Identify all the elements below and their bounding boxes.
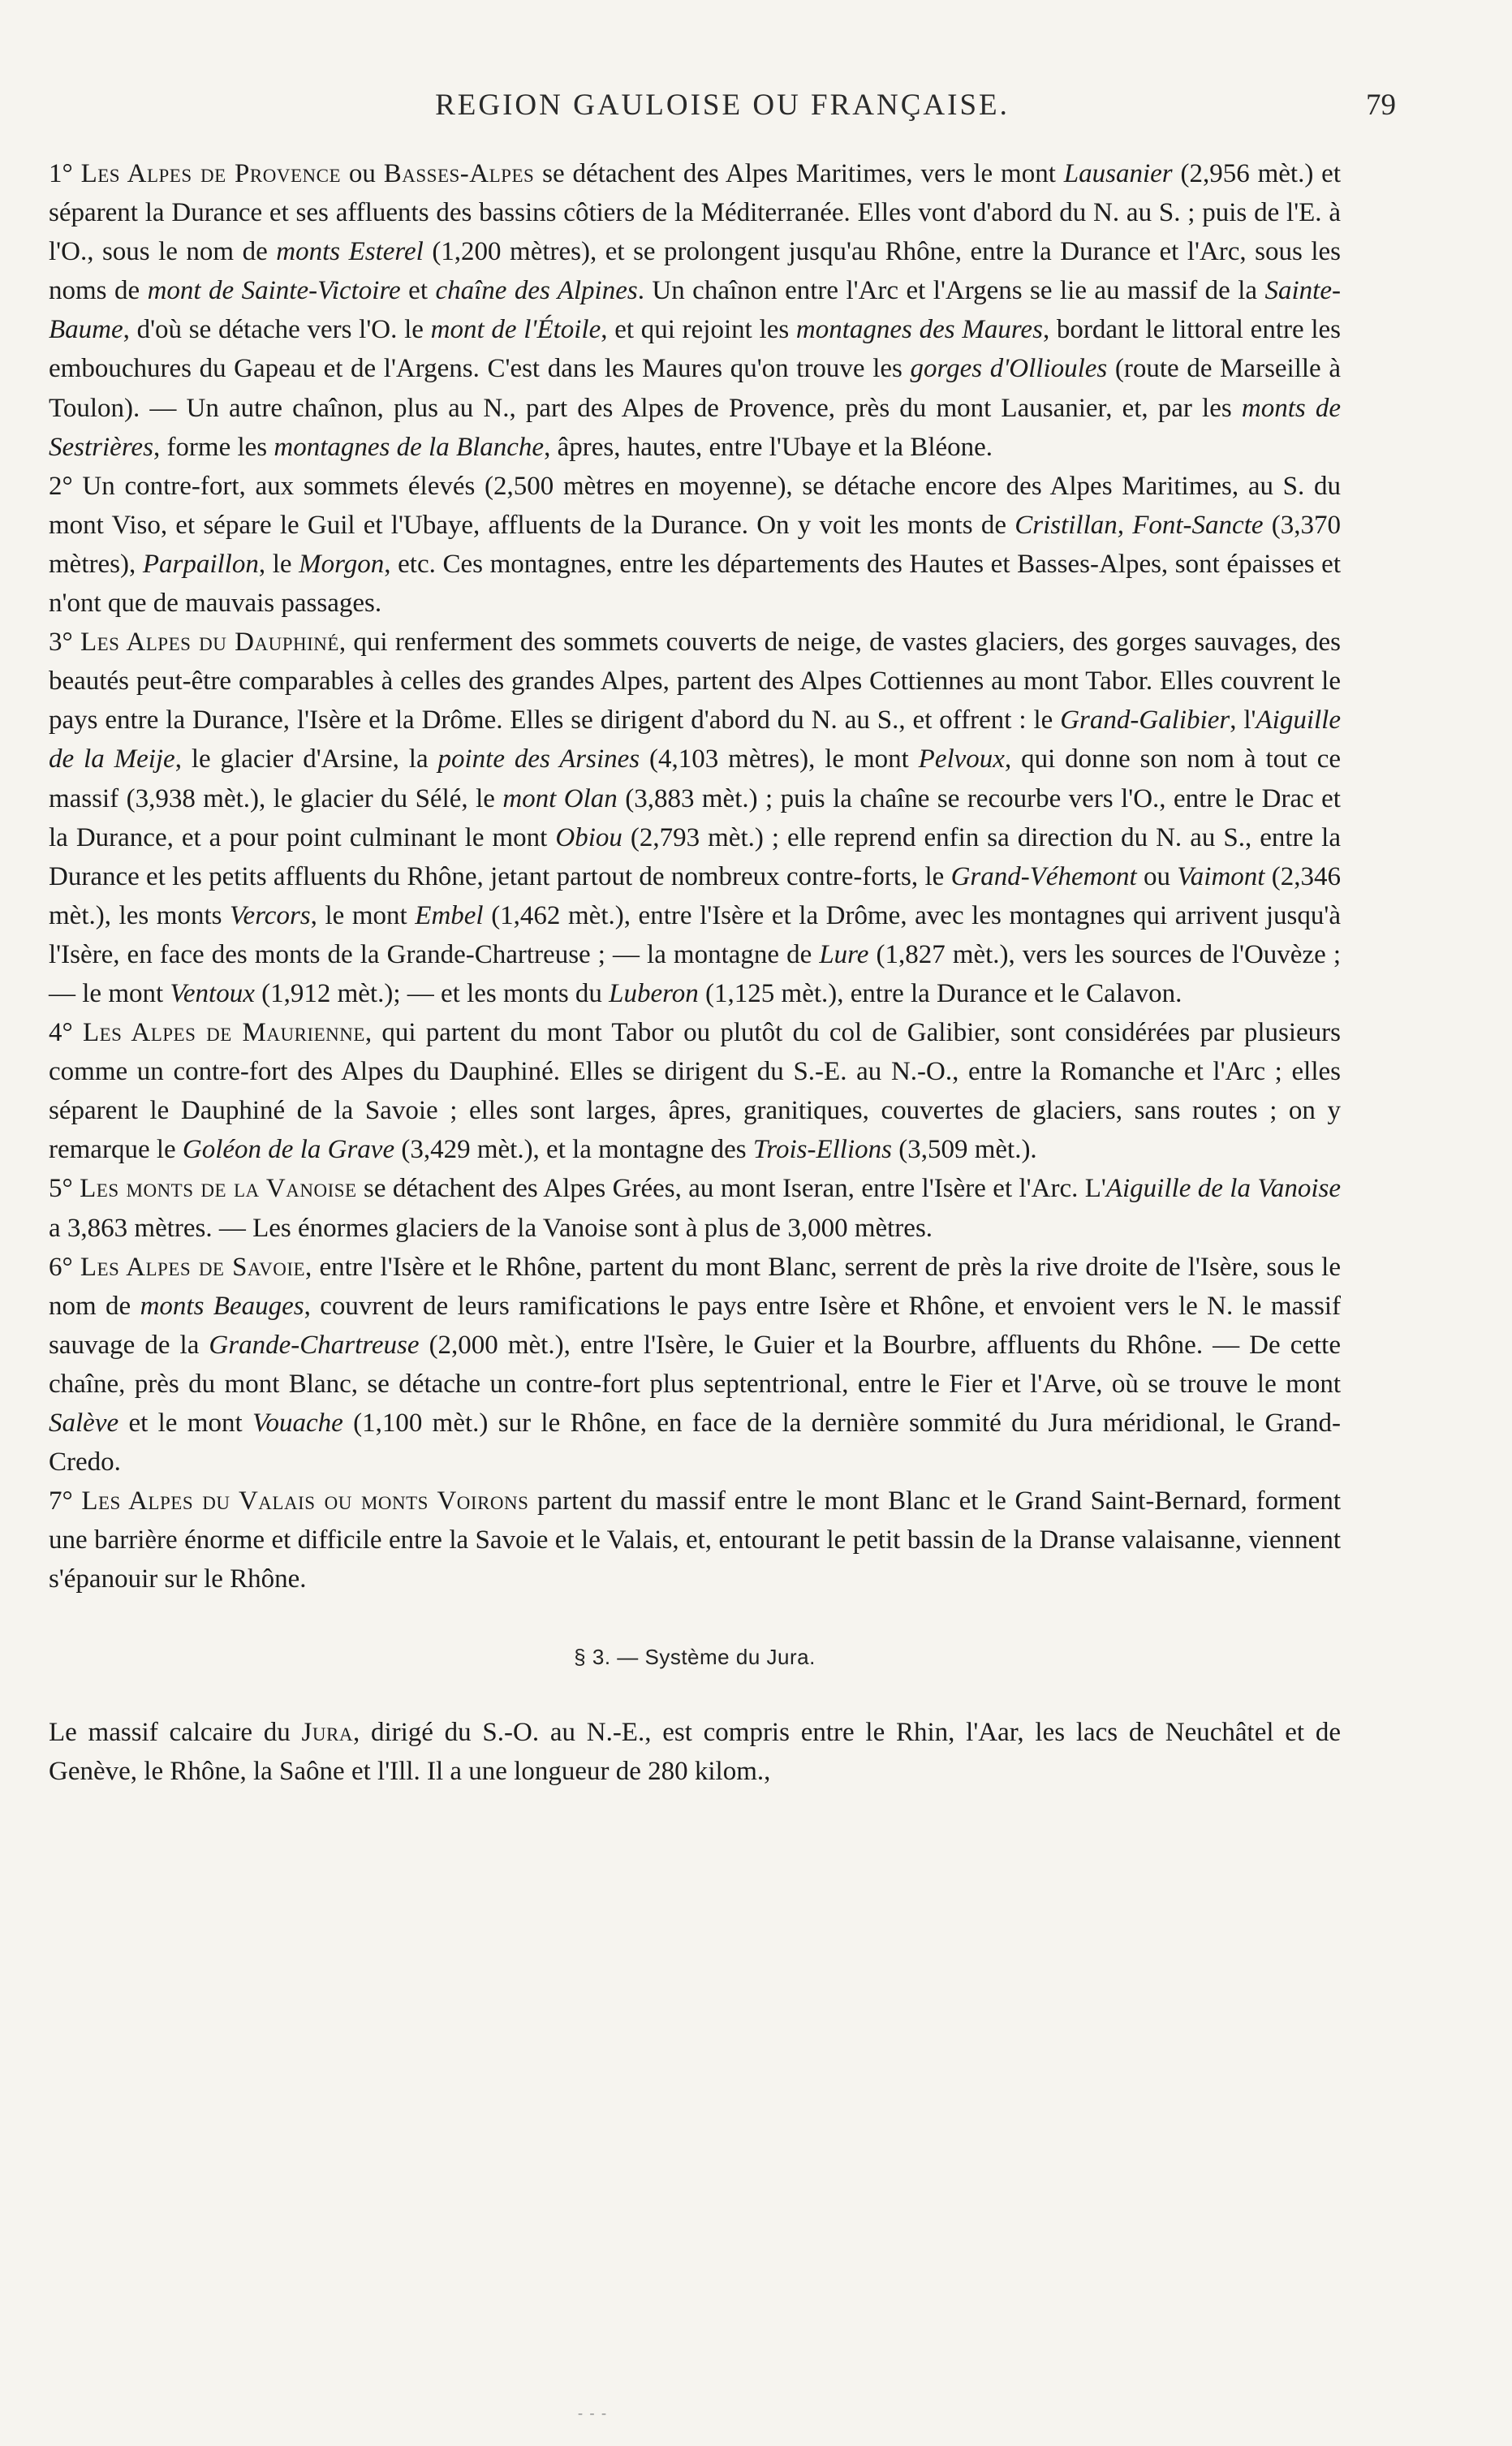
italic-term: Salève bbox=[49, 1408, 119, 1438]
italic-term: Aiguille de la Vanoise bbox=[1105, 1174, 1342, 1204]
italic-term: Grande-Chartreuse bbox=[209, 1330, 420, 1360]
paragraph-number: 7° bbox=[49, 1486, 73, 1516]
small-caps-term: Les Alpes du Dauphiné bbox=[80, 628, 339, 658]
text-run: , etc. Ces montagnes, entre les départements des Hautes et Basses-Alpes, sont épaisses et n'ont que de mauvais passages. bbox=[49, 549, 1341, 619]
text-run: (3,370 mètres), bbox=[49, 510, 1341, 579]
italic-term: Ventoux bbox=[170, 978, 255, 1008]
text-run: (route de Marseille à Toulon). — Un autre chaînon, plus au N., part des Alpes de Provence, près du mont Lausanier, et, par les bbox=[49, 354, 1341, 423]
small-caps-term: Les Alpes de Savoie bbox=[80, 1252, 306, 1282]
small-caps-term: Les monts de la Vanoise bbox=[80, 1174, 357, 1204]
italic-term: Cristillan, Font-Sancte bbox=[1014, 510, 1264, 540]
italic-term: pointe des Arsines bbox=[437, 744, 640, 774]
jura-paragraph bbox=[49, 1713, 1341, 1791]
italic-term: mont de l'Étoile bbox=[430, 315, 601, 345]
text-run: et le mont bbox=[118, 1408, 252, 1438]
numbered-paragraph bbox=[49, 1248, 1341, 1482]
body-text bbox=[49, 154, 1341, 1791]
italic-term: Vercors bbox=[230, 900, 311, 930]
text-run: (1,100 mèt.) sur le Rhône, en face de la dernière sommité du Jura méridional, le Grand-Credo. bbox=[49, 1408, 1342, 1478]
italic-term: Vouache bbox=[252, 1408, 343, 1438]
paragraph-number: 1° bbox=[49, 159, 73, 188]
italic-term: Lausanier bbox=[1063, 159, 1173, 188]
paragraph-number: 3° bbox=[49, 628, 73, 658]
numbered-paragraph bbox=[49, 623, 1341, 1013]
italic-term: Sainte-Baume bbox=[49, 276, 1341, 345]
text-run: se détachent des Alpes Grées, au mont Iseran, entre l'Isère et l'Arc. L' bbox=[356, 1174, 1106, 1204]
numbered-paragraph bbox=[49, 1169, 1341, 1247]
italic-term: Lure bbox=[819, 939, 869, 969]
text-run: , entre l'Isère et le Rhône, partent du mont Blanc, serrent de près la rive droite de l'Isère, sous le nom de bbox=[49, 1252, 1341, 1321]
text-run: , le glacier d'Arsine, la bbox=[174, 744, 438, 774]
text-run: , bordant le littoral entre les embouchures du Gapeau et de l'Argens. C'est dans les Maures qu'on trouve les bbox=[49, 315, 1342, 384]
footer-mark: - - - bbox=[578, 2405, 608, 2421]
italic-term: Aiguille de la Meije bbox=[49, 705, 1341, 774]
italic-term: Trois-Ellions bbox=[752, 1135, 892, 1165]
italic-term: Vaimont bbox=[1177, 861, 1265, 891]
italic-term: Embel bbox=[415, 900, 484, 930]
numbered-paragraph bbox=[49, 154, 1341, 467]
italic-term: Grand-Galibier bbox=[1060, 705, 1230, 736]
italic-term: Luberon bbox=[609, 978, 699, 1008]
numbered-paragraph bbox=[49, 467, 1341, 623]
italic-term: Parpaillon bbox=[142, 549, 259, 579]
italic-term: gorges d'Ollioules bbox=[910, 354, 1108, 384]
italic-term: monts Beauges bbox=[140, 1291, 304, 1321]
text-run: (1,462 mèt.), entre l'Isère et la Drôme, avec les montagnes qui arrivent jusqu'à l'Isère, en face des monts de la Grande-Chartreuse ; — la montagne de bbox=[49, 900, 1341, 969]
numbered-paragraphs bbox=[49, 154, 1341, 1598]
text-run: , d'où se détache vers l'O. le bbox=[123, 315, 431, 345]
text-run: se détachent des Alpes Maritimes, vers le mont bbox=[534, 159, 1064, 188]
text-run: (3,429 mèt.), et la montagne des bbox=[394, 1135, 753, 1165]
text-run: , qui donne son nom à tout ce massif (3,938 mèt.), le glacier du Sélé, le bbox=[49, 744, 1342, 813]
small-caps-term: Les Alpes du Valais ou monts Voirons bbox=[81, 1486, 529, 1516]
text-run: (1,827 mèt.), vers les sources de l'Ouvèze ; — le mont bbox=[49, 939, 1341, 1008]
italic-term: Grand-Véhemont bbox=[950, 861, 1137, 891]
text-run: , couvrent de leurs ramifications le pays entre Isère et Rhône, et envoient vers le N. le massif sauvage de la bbox=[49, 1291, 1341, 1360]
paragraph-number: 6° bbox=[49, 1252, 73, 1282]
text-run: (3,509 mèt.). bbox=[891, 1135, 1037, 1165]
text-run: (1,125 mèt.), entre la Durance et le Calavon. bbox=[698, 978, 1182, 1008]
text-run: a 3,863 mètres. — Les énormes glaciers de la Vanoise sont à plus de 3,000 mètres. bbox=[49, 1213, 933, 1243]
text-run: partent du massif entre le mont Blanc et le Grand Saint-Bernard, forment une barrière énorme et difficile entre la Savoie et le Valais, et, entourant le petit bassin de la Dranse valaisanne, viennent s'épanouir sur le Rhône. bbox=[49, 1486, 1341, 1594]
text-run: , forme les bbox=[153, 432, 274, 462]
italic-term: Obiou bbox=[555, 822, 622, 852]
text-run: (1,912 mèt.); — et les monts du bbox=[254, 978, 610, 1008]
italic-term: mont de Sainte-Victoire bbox=[147, 276, 401, 306]
text-run: (4,103 mètres), le mont bbox=[640, 744, 919, 774]
italic-term: Goléon de la Grave bbox=[182, 1135, 395, 1165]
text-run: , l' bbox=[1230, 705, 1256, 736]
text-run: , âpres, hautes, entre l'Ubaye et la Bléone. bbox=[544, 432, 993, 462]
text-run: , qui partent du mont Tabor ou plutôt du col de Galibier, sont considérées par plusieurs comme un contre-fort des Alpes du Dauphiné. Elles se dirigent du S.-E. au N.-O., entre la Romanche et l'Arc ; elles séparent le Dauphiné de la Savoie ; elles sont larges, âpres, granitiques, couvertes de glaciers, sans routes ; on y remarque le bbox=[49, 1018, 1342, 1165]
text-run: ou bbox=[1136, 861, 1178, 891]
italic-term: Morgon bbox=[299, 549, 385, 579]
running-header bbox=[49, 88, 1396, 136]
text-run: (2,793 mèt.) ; elle reprend enfin sa direction du N. au S., entre la Durance et les petits affluents du Rhône, jetant partout de nombreux contre-forts, le bbox=[49, 822, 1341, 891]
paragraph-number: 5° bbox=[49, 1174, 73, 1204]
text-run: , dirigé du S.-O. au N.-E., est compris entre le Rhin, l'Aar, les lacs de Neuchâtel et de Genève, le Rhône, la Saône et l'Ill. Il a une longueur de 280 kilom., bbox=[49, 1717, 1341, 1786]
small-caps-term: Les Alpes de Maurienne bbox=[82, 1018, 365, 1048]
text-run: Le massif calcaire du bbox=[49, 1717, 302, 1747]
italic-term: mont Olan bbox=[502, 783, 618, 813]
text-run: et bbox=[400, 276, 436, 306]
paragraph-number: 2° bbox=[49, 471, 73, 501]
italic-term: montagnes de la Blanche bbox=[274, 432, 545, 462]
section-heading: § 3. — Système du Jura. bbox=[574, 1645, 816, 1670]
text-run: (3,883 mèt.) ; puis la chaîne se recourbe vers l'O., entre le Drac et la Durance, et a pour point culminant le mont bbox=[49, 783, 1341, 852]
text-run: , qui renferment des sommets couverts de neige, de vastes glaciers, des gorges sauvages, des beautés peut-être comparables à celles des grandes Alpes, partent des Alpes Cottiennes au mont Tabor. Elles couvrent le pays entre la Durance, l'Isère et la Drôme. Elles se dirigent d'abord du N. au S., et offrent : le bbox=[49, 628, 1342, 736]
italic-term: monts Esterel bbox=[276, 237, 424, 267]
paragraph-number: 4° bbox=[49, 1018, 73, 1048]
text-run: , le bbox=[258, 549, 299, 579]
running-title: REGION GAULOISE OU FRANÇAISE. bbox=[435, 88, 1010, 122]
page-number: 79 bbox=[1366, 88, 1396, 122]
italic-term: Pelvoux bbox=[918, 744, 1005, 774]
small-caps-term: Basses-Alpes bbox=[383, 159, 535, 188]
italic-term: chaîne des Alpines bbox=[435, 276, 638, 306]
text-run: (2,000 mèt.), entre l'Isère, le Guier et la Bourbre, affluents du Rhône. — De cette chaîne, près du mont Blanc, se détache un contre-fort plus septentrional, entre le Fier et l'Arve, où se trouve le mont bbox=[49, 1330, 1341, 1399]
numbered-paragraph bbox=[49, 1482, 1341, 1598]
text-run: , et qui rejoint les bbox=[601, 315, 796, 345]
small-caps-term: Jura bbox=[301, 1717, 353, 1747]
text-run: (2,956 mèt.) et séparent la Durance et ses affluents des bassins côtiers de la Méditerranée. Elles vont d'abord du N. au S. ; puis de l'E. à l'O., sous le nom de bbox=[49, 159, 1341, 267]
small-caps-term: Les Alpes de Provence bbox=[80, 159, 342, 188]
text-run: ou bbox=[341, 159, 384, 188]
text-run: (2,346 mèt.), les monts bbox=[49, 861, 1341, 930]
text-run: (1,200 mètres), et se prolongent jusqu'au Rhône, entre la Durance et l'Arc, sous les noms de bbox=[49, 237, 1342, 306]
text-run: , le mont bbox=[310, 900, 416, 930]
numbered-paragraph bbox=[49, 1013, 1341, 1169]
text-run: Un contre-fort, aux sommets élevés (2,500 mètres en moyenne), se détache encore des Alpes Maritimes, au S. du mont Viso, et sépare le Guil et l'Ubaye, affluents de la Durance. On y voit les monts de bbox=[49, 471, 1341, 540]
text-run: . Un chaînon entre l'Arc et l'Argens se lie au massif de la bbox=[637, 276, 1265, 306]
italic-term: monts de Sestrières bbox=[49, 393, 1341, 462]
italic-term: montagnes des Maures bbox=[795, 315, 1043, 345]
